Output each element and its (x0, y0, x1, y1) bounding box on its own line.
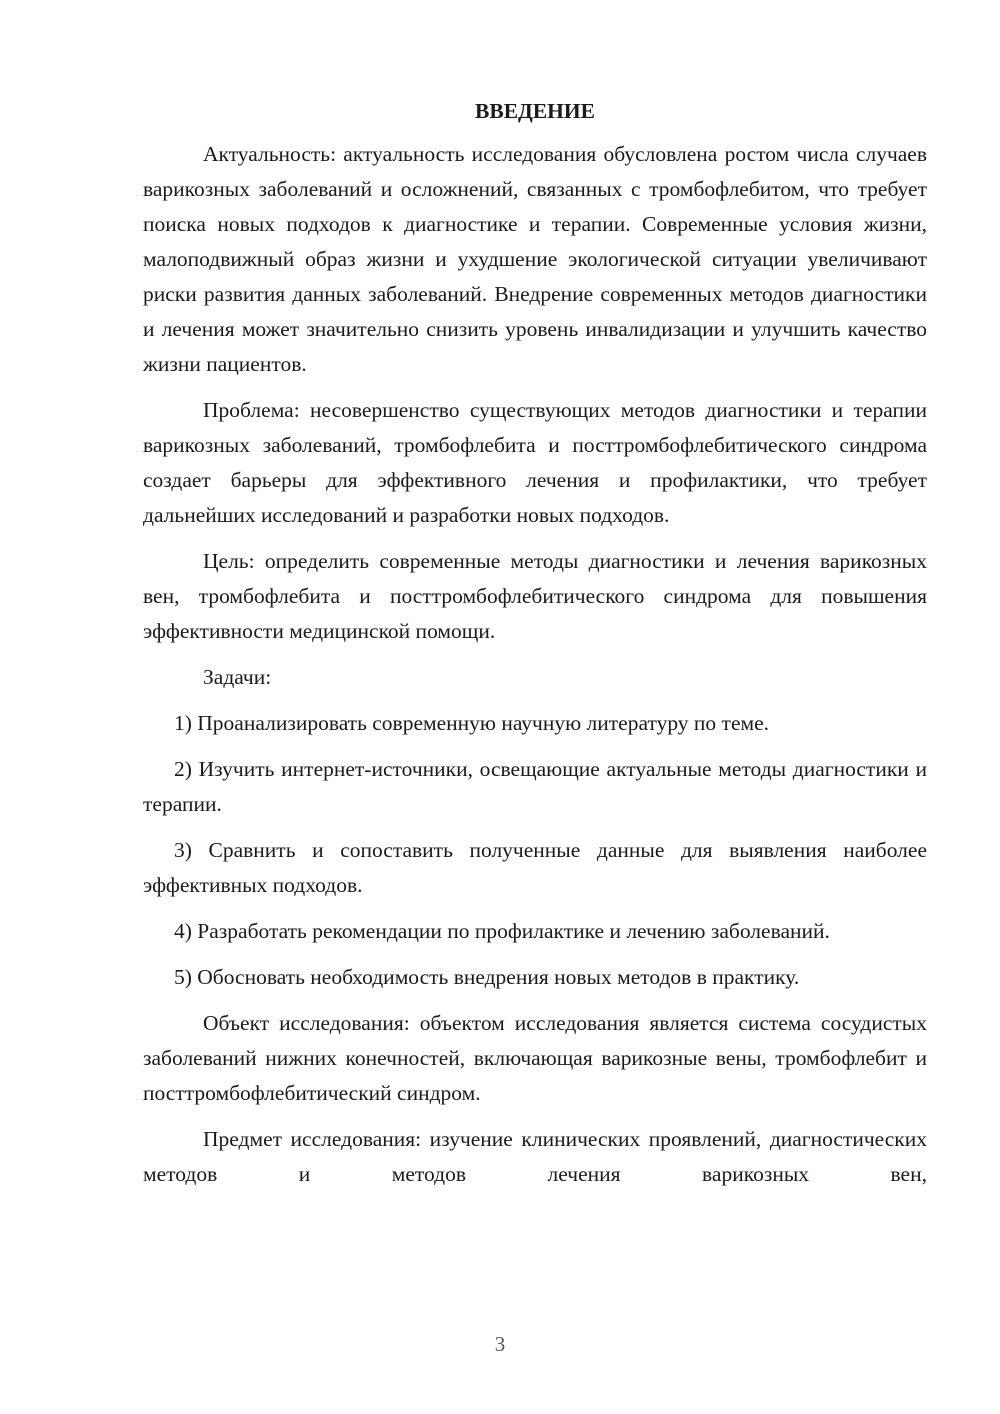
task-item-1: 1) Проанализировать современную научную литературу по теме. (174, 711, 770, 735)
paragraph-tasks-heading: Задачи: (203, 665, 272, 689)
paragraph-problem: Проблема: несовершенство существующих методов диагностики и терапии варикозных заболеваний, тромбофлебита и посттромбофлебитического синдрома создает барьеры для эффективного лечения и профилактики, что требует дальнейших исследований и разработки новых подходов. (143, 398, 927, 527)
task-item-5: 5) Обосновать необходимость внедрения новых методов в практику. (174, 965, 800, 989)
paragraph-subject: Предмет исследования: изучение клинических проявлений, диагностических методов и методов лечения варикозных вен, (143, 1127, 927, 1186)
paragraph-goal: Цель: определить современные методы диагностики и лечения варикозных вен, тромбофлебита и посттромбофлебитического синдрома для повышения эффективности медицинской помощи. (143, 549, 927, 643)
task-item-2: 2) Изучить интернет-источники, освещающие актуальные методы диагностики и терапии. (143, 757, 927, 816)
section-title: ВВЕДЕНИЕ (475, 99, 595, 123)
document-page (143, 96, 927, 1203)
task-item-4: 4) Разработать рекомендации по профилактике и лечению заболеваний. (174, 919, 830, 943)
page-number: 3 (494, 1332, 506, 1356)
paragraph-object: Объект исследования: объектом исследования является система сосудистых заболеваний нижних конечностей, включающая варикозные вены, тромбофлебит и посттромбофлебитический синдром. (143, 1011, 927, 1105)
paragraph-relevance: Актуальность: актуальность исследования обусловлена ростом числа случаев варикозных заболеваний и осложнений, связанных с тромбофлебитом, что требует поиска новых подходов к диагностике и терапии. Современные условия жизни, малоподвижный образ жизни и ухудшение экологической ситуации увеличивают риски развития данных заболеваний. Внедрение современных методов диагностики и лечения может значительно снизить уровень инвалидизации и улучшить качество жизни пациентов. (143, 142, 927, 376)
task-item-3: 3) Сравнить и сопоставить полученные данные для выявления наиболее эффективных подходов. (143, 838, 927, 897)
